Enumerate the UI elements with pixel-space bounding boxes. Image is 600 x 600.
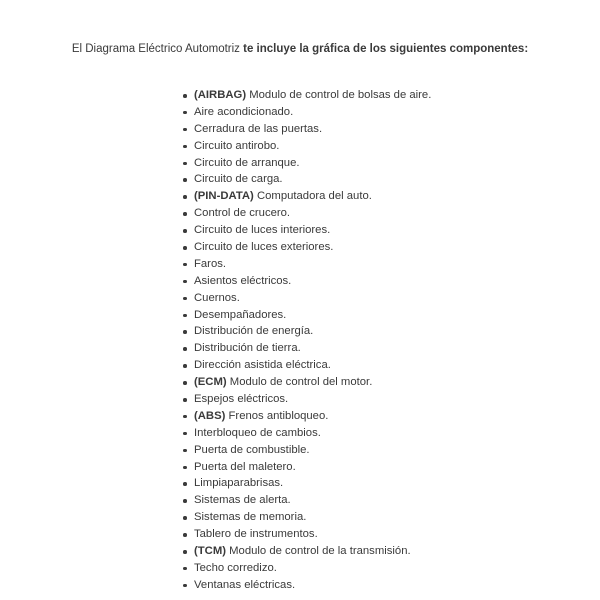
list-item: [178, 256, 431, 273]
item-text: Techo corredizo.: [194, 561, 277, 574]
intro-regular-text: El Diagrama Eléctrico Automotriz: [71, 43, 240, 55]
item-text: Frenos antibloqueo.: [228, 409, 329, 422]
item-text: Sistemas de memoria.: [194, 511, 307, 524]
item-text: Modulo de control de bolsas de aire.: [249, 89, 432, 101]
list-item: [178, 577, 431, 594]
item-text: Modulo de control del motor.: [229, 376, 373, 389]
item-text: Aire acondicionado.: [194, 105, 294, 118]
bullet-icon: [183, 347, 187, 351]
bullet-icon: [183, 280, 187, 284]
list-item: [178, 374, 431, 391]
list-item: [178, 104, 431, 121]
bullet-icon: [183, 195, 187, 199]
list-item: [178, 239, 431, 256]
list-item: [178, 323, 431, 340]
bullet-icon: [183, 466, 187, 470]
list-item: [178, 408, 431, 425]
list-item: [178, 526, 431, 543]
item-text: Circuito de luces interiores.: [194, 224, 331, 237]
list-item: [178, 543, 431, 560]
bullet-icon: [183, 212, 187, 216]
bullet-icon: [183, 111, 187, 115]
list-item: [178, 560, 431, 577]
item-text: Espejos eléctricos.: [194, 393, 289, 406]
item-text: Control de crucero.: [194, 207, 291, 220]
bullet-icon: [183, 432, 187, 436]
bullet-icon: [183, 314, 187, 318]
item-text: Limpiaparabrisas.: [194, 477, 284, 490]
intro-paragraph: [40, 41, 560, 57]
intro-bold-text: te incluye la gráfica de los siguientes componentes:: [243, 43, 529, 55]
bullet-icon: [183, 449, 187, 453]
list-item: [178, 290, 431, 307]
list-item: [178, 222, 431, 239]
bullet-icon: [183, 398, 187, 402]
item-text: Faros.: [194, 257, 227, 270]
item-text: Circuito de luces exteriores.: [194, 241, 334, 254]
item-code: (AIRBAG): [194, 89, 247, 101]
item-code: (ABS): [194, 409, 226, 422]
list-item: [178, 475, 431, 492]
bullet-icon: [183, 381, 187, 385]
list-item: [178, 87, 431, 104]
item-code: (ECM): [194, 376, 227, 389]
bullet-icon: [183, 178, 187, 182]
bullet-icon: [183, 516, 187, 520]
bullet-icon: [183, 567, 187, 571]
item-text: Interbloqueo de cambios.: [194, 426, 321, 439]
bullet-icon: [183, 128, 187, 132]
list-item: [178, 188, 431, 205]
list-item: [178, 391, 431, 408]
item-text: Circuito de carga.: [194, 173, 283, 186]
bullet-icon: [183, 145, 187, 149]
bullet-icon: [183, 482, 187, 486]
item-code: (PIN-DATA): [194, 190, 254, 203]
list-item: [178, 425, 431, 442]
list-item: [178, 307, 431, 324]
bullet-icon: [183, 330, 187, 334]
bullet-icon: [183, 533, 187, 537]
component-list: [178, 87, 431, 594]
list-item: [178, 459, 431, 476]
item-text: Ventanas eléctricas.: [194, 578, 296, 591]
bullet-icon: [183, 499, 187, 503]
bullet-icon: [183, 364, 187, 368]
bullet-icon: [183, 162, 187, 166]
item-text: Tablero de instrumentos.: [194, 528, 318, 541]
list-item: [178, 492, 431, 509]
item-text: Circuito de arranque.: [194, 156, 300, 169]
bullet-icon: [183, 550, 187, 554]
list-item: [178, 138, 431, 155]
item-text: Distribución de tierra.: [194, 342, 301, 355]
list-item: [178, 205, 431, 222]
bullet-icon: [183, 415, 187, 419]
item-text: Computadora del auto.: [256, 190, 372, 203]
item-text: Circuito antirobo.: [194, 139, 280, 152]
list-item: [178, 340, 431, 357]
bullet-icon: [183, 246, 187, 250]
list-item: [178, 357, 431, 374]
item-text: Distribución de energía.: [194, 325, 314, 338]
item-text: Cerradura de las puertas.: [194, 122, 323, 135]
bullet-icon: [183, 584, 187, 588]
list-item: [178, 121, 431, 138]
item-text: Puerta del maletero.: [194, 460, 296, 473]
bullet-icon: [183, 263, 187, 267]
item-text: Puerta de combustible.: [194, 443, 310, 456]
list-item: [178, 273, 431, 290]
item-text: Cuernos.: [194, 291, 240, 304]
item-text: Desempañadores.: [194, 308, 287, 321]
item-text: Modulo de control de la transmisión.: [229, 545, 411, 558]
list-item: [178, 442, 431, 459]
bullet-icon: [183, 297, 187, 301]
bullet-icon: [183, 229, 187, 233]
item-text: Dirección asistida eléctrica.: [194, 359, 331, 372]
list-item: [178, 509, 431, 526]
list-item: [178, 171, 431, 188]
item-text: Sistemas de alerta.: [194, 494, 291, 507]
list-item: [178, 155, 431, 172]
item-text: Asientos eléctricos.: [194, 274, 292, 287]
bullet-icon: [183, 94, 187, 98]
item-code: (TCM): [194, 545, 226, 558]
